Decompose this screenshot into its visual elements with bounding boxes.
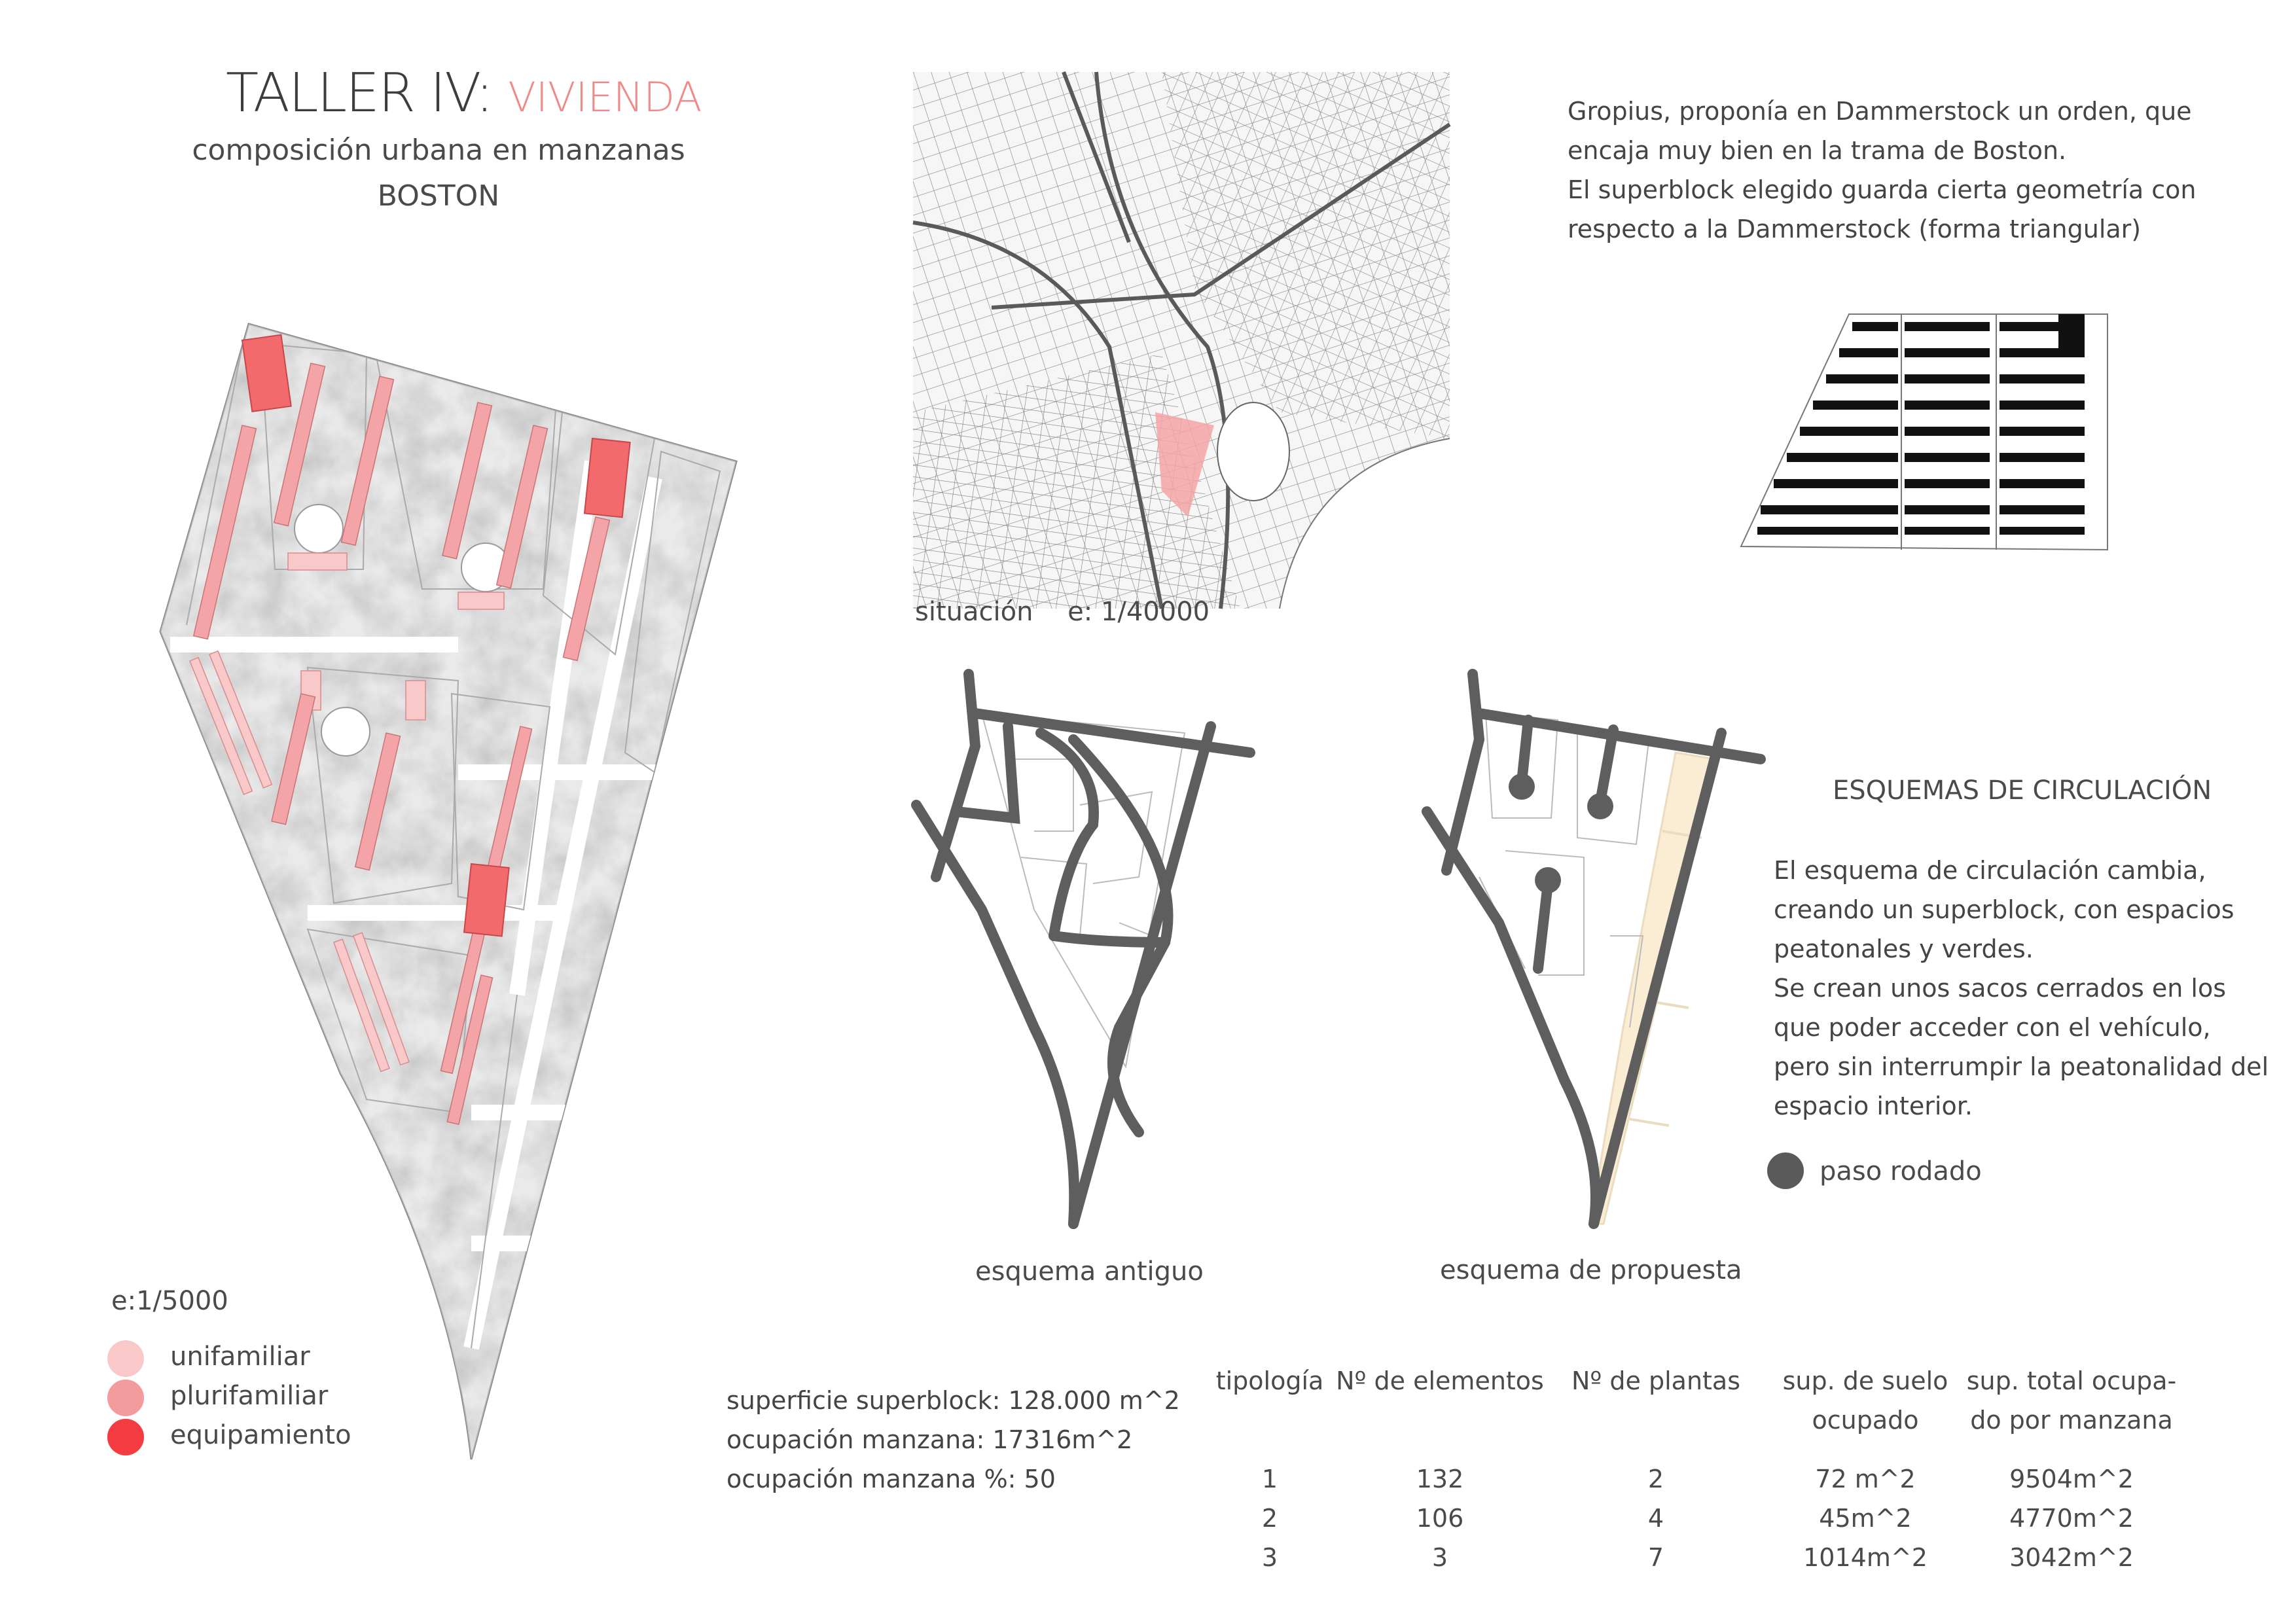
legend-swatch-equipamiento [107, 1419, 144, 1455]
proposed-buildings-outline [1479, 713, 1649, 1027]
circulation-line: pero sin interrumpir la peatonalidad del [1774, 1052, 2269, 1081]
situation-label [915, 597, 1210, 627]
circulation-line: El esquema de circulación cambia, [1774, 856, 2206, 885]
proposed-roads [1427, 674, 1761, 1224]
legend-label-plurifamiliar: plurifamiliar [170, 1381, 329, 1411]
table-cell: 3042m^2 [2009, 1543, 2134, 1572]
subtitle-line-1: composición urbana en manzanas [192, 134, 685, 167]
old-scheme-label: esquema antiguo [975, 1257, 1204, 1287]
situation-map [913, 72, 1450, 609]
table-header: sup. de suelo ocupado [1782, 1366, 1948, 1435]
legend-swatch-unifamiliar [107, 1340, 144, 1377]
circulation-legend [1767, 1149, 2094, 1194]
legend-swatch-plurifamiliar [107, 1380, 144, 1416]
table-row [1198, 1538, 2193, 1577]
table-cell: 3 [1431, 1543, 1448, 1572]
paso-rodado-swatch [1767, 1152, 1804, 1189]
superblock-stats [726, 1381, 1180, 1499]
table-cell: 1014m^2 [1803, 1543, 1928, 1572]
legend-item-equipamiento [105, 1414, 432, 1453]
title-accent: VIVIENDA [508, 73, 702, 121]
circulation-line: peatonales y verdes. [1774, 935, 2034, 963]
table-cell: 9504m^2 [2009, 1465, 2134, 1493]
table-cell: 132 [1416, 1465, 1464, 1493]
legend-label-equipamiento: equipamiento [170, 1420, 351, 1450]
typology-table [1198, 1361, 2193, 1577]
plan-scale: e:1/5000 [111, 1286, 228, 1316]
intro-text [1568, 92, 2196, 249]
table-cell: 7 [1647, 1543, 1664, 1572]
stats-line: superficie superblock: 128.000 m^2 [726, 1386, 1180, 1415]
subtitle-line-2: BOSTON [377, 179, 500, 213]
intro-line: respecto a la Dammerstock (forma triangular) [1568, 215, 2142, 243]
proposed-circulation-scheme [1414, 661, 1780, 1224]
table-row [1198, 1499, 2193, 1538]
stats-line: ocupación manzana: 17316m^2 [726, 1425, 1133, 1454]
table-cell: 4 [1647, 1504, 1664, 1533]
table-header: Nº de plantas [1571, 1366, 1741, 1395]
title-main: TALLER IV: [226, 62, 493, 124]
circulation-line: creando un superblock, con espacios [1774, 895, 2234, 924]
dammerstock-diagram [1741, 308, 2108, 556]
circulation-line: espacio interior. [1774, 1092, 1973, 1120]
table-cell: 2 [1647, 1465, 1664, 1493]
table-cell: 3 [1261, 1543, 1278, 1572]
legend-item-unifamiliar [105, 1335, 432, 1374]
circulation-text [1774, 851, 2269, 1126]
table-cell: 45m^2 [1819, 1504, 1912, 1533]
stats-line: ocupación manzana %: 50 [726, 1465, 1056, 1493]
table-cell: 4770m^2 [2009, 1504, 2134, 1533]
intro-line: encaja muy bien en la trama de Boston. [1568, 136, 2067, 165]
paso-rodado-label: paso rodado [1820, 1156, 1982, 1186]
legend-label-unifamiliar: unifamiliar [170, 1342, 310, 1372]
intro-line: Gropius, proponía en Dammerstock un orden, que [1568, 97, 2192, 126]
proposed-scheme-label: esquema de propuesta [1440, 1255, 1742, 1285]
intro-line: El superblock elegido guarda cierta geometría con [1568, 175, 2197, 204]
old-roads [916, 674, 1250, 1224]
table-cell: 1 [1261, 1465, 1278, 1493]
old-circulation-scheme [903, 661, 1270, 1224]
circulation-line: que poder acceder con el vehículo, [1774, 1013, 2211, 1042]
table-header: Nº de elementos [1336, 1366, 1544, 1395]
table-cell: 72 m^2 [1815, 1465, 1916, 1493]
table-cell: 106 [1416, 1504, 1464, 1533]
legend-item-plurifamiliar [105, 1374, 432, 1414]
table-cell: 2 [1261, 1504, 1278, 1533]
circulation-line: Se crean unos sacos cerrados en los [1774, 974, 2227, 1003]
table-header: tipología [1215, 1366, 1324, 1395]
table-header: sup. total ocupa- do por manzana [1966, 1366, 2177, 1435]
table-row [1198, 1459, 2193, 1499]
situation-text: situación [915, 597, 1033, 627]
situation-scale: e: 1/40000 [1067, 597, 1210, 627]
circulation-title: ESQUEMAS DE CIRCULACIÓN [1833, 776, 2212, 806]
